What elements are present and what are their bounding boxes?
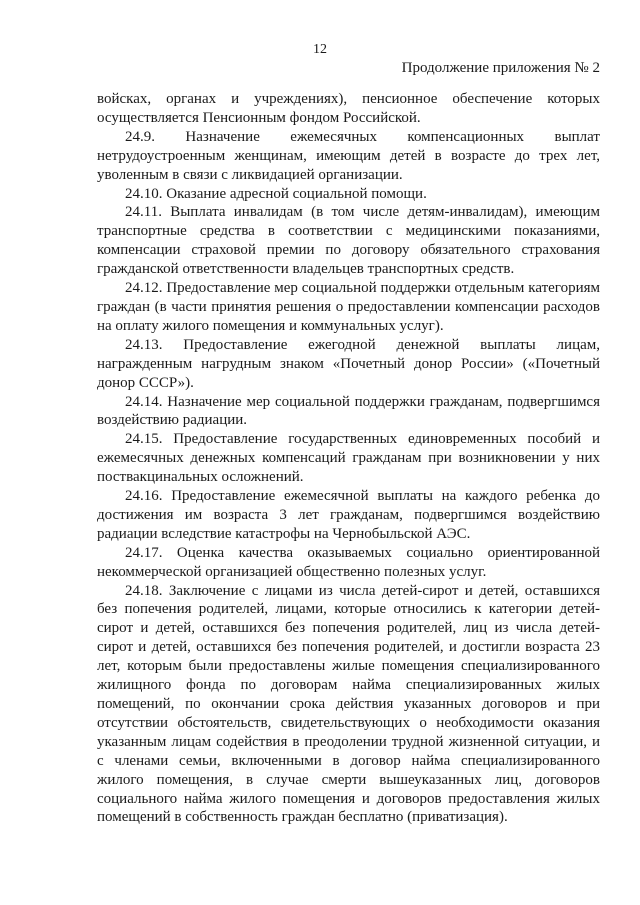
paragraph-24-10: 24.10. Оказание адресной социальной помощи. <box>125 185 427 202</box>
paragraph-24-9: 24.9. Назначение ежемесячных компенсационных выплат нетрудоустроенным женщинам, имеющим детей в возрасте до трех лет, уволенным в связи с ликвидацией организации. <box>97 128 600 183</box>
paragraph-24-14: 24.14. Назначение мер социальной поддержки гражданам, подвергшимся воздействию радиации. <box>97 393 600 429</box>
paragraph-24-11: 24.11. Выплата инвалидам (в том числе детям-инвалидам), имеющим транспортные средства в соответствии с медицинскими показаниями, компенсации страховой премии по договору обязательного страхования гражданской ответственности владельцев транспортных средств. <box>97 204 600 278</box>
paragraph-24-18: 24.18. Заключение с лицами из числа детей-сирот и детей, оставшихся без попечения родителей, лицами, которые относились к категории детей-сирот и детей, оставшихся без попечения родителей, лиц из числа детей-сирот и детей, оставшихся без попечения родителей, и достигли возраста 23 лет, которым были предоставлены жилые помещения специализированного жилищного фонда по договорам найма специализированных жилых помещений, по окончании срока действия указанных договоров и при отсутствии обстоятельств, свидетельствующих о необходимости оказания указанным лицам содействия в преодолении трудной жизненной ситуации, и с членами семьи, включенными в договор найма специализированного жилого помещения, в случае смерти вышеуказанных лиц, договоров социального найма жилого помещения и договоров предоставления жилых помещений в собственность граждан бесплатно (приватизация). <box>97 582 600 826</box>
paragraph-24-16: 24.16. Предоставление ежемесячной выплаты на каждого ребенка до достижения им возраста 3 лет гражданам, подвергшимся воздействию радиации вследствие катастрофы на Чернобыльской АЭС. <box>97 488 600 542</box>
paragraph-24-15: 24.15. Предоставление государственных единовременных пособий и ежемесячных денежных компенсаций гражданам при возникновении у них поствакцинальных осложнений. <box>97 431 600 486</box>
document-body <box>97 90 600 827</box>
paragraph-continuation: войсках, органах и учреждениях), пенсионное обеспечение которых осуществляется Пенсионным фондом Российской. <box>97 91 600 126</box>
paragraph-24-17: 24.17. Оценка качества оказываемых социально ориентированной некоммерческой организацией общественно полезных услуг. <box>97 544 600 580</box>
paragraph-24-13: 24.13. Предоставление ежегодной денежной выплаты лицам, награжденным нагрудным знаком «Почетный донор России» («Почетный донор СССР»). <box>97 336 600 391</box>
page-number: 12 <box>313 42 327 57</box>
appendix-continuation-note: Продолжение приложения № 2 <box>401 60 600 76</box>
paragraph-24-12: 24.12. Предоставление мер социальной поддержки отдельным категориям граждан (в части принятия решения о предоставлении компенсации расходов на оплату жилого помещения и коммунальных услуг). <box>97 280 600 334</box>
